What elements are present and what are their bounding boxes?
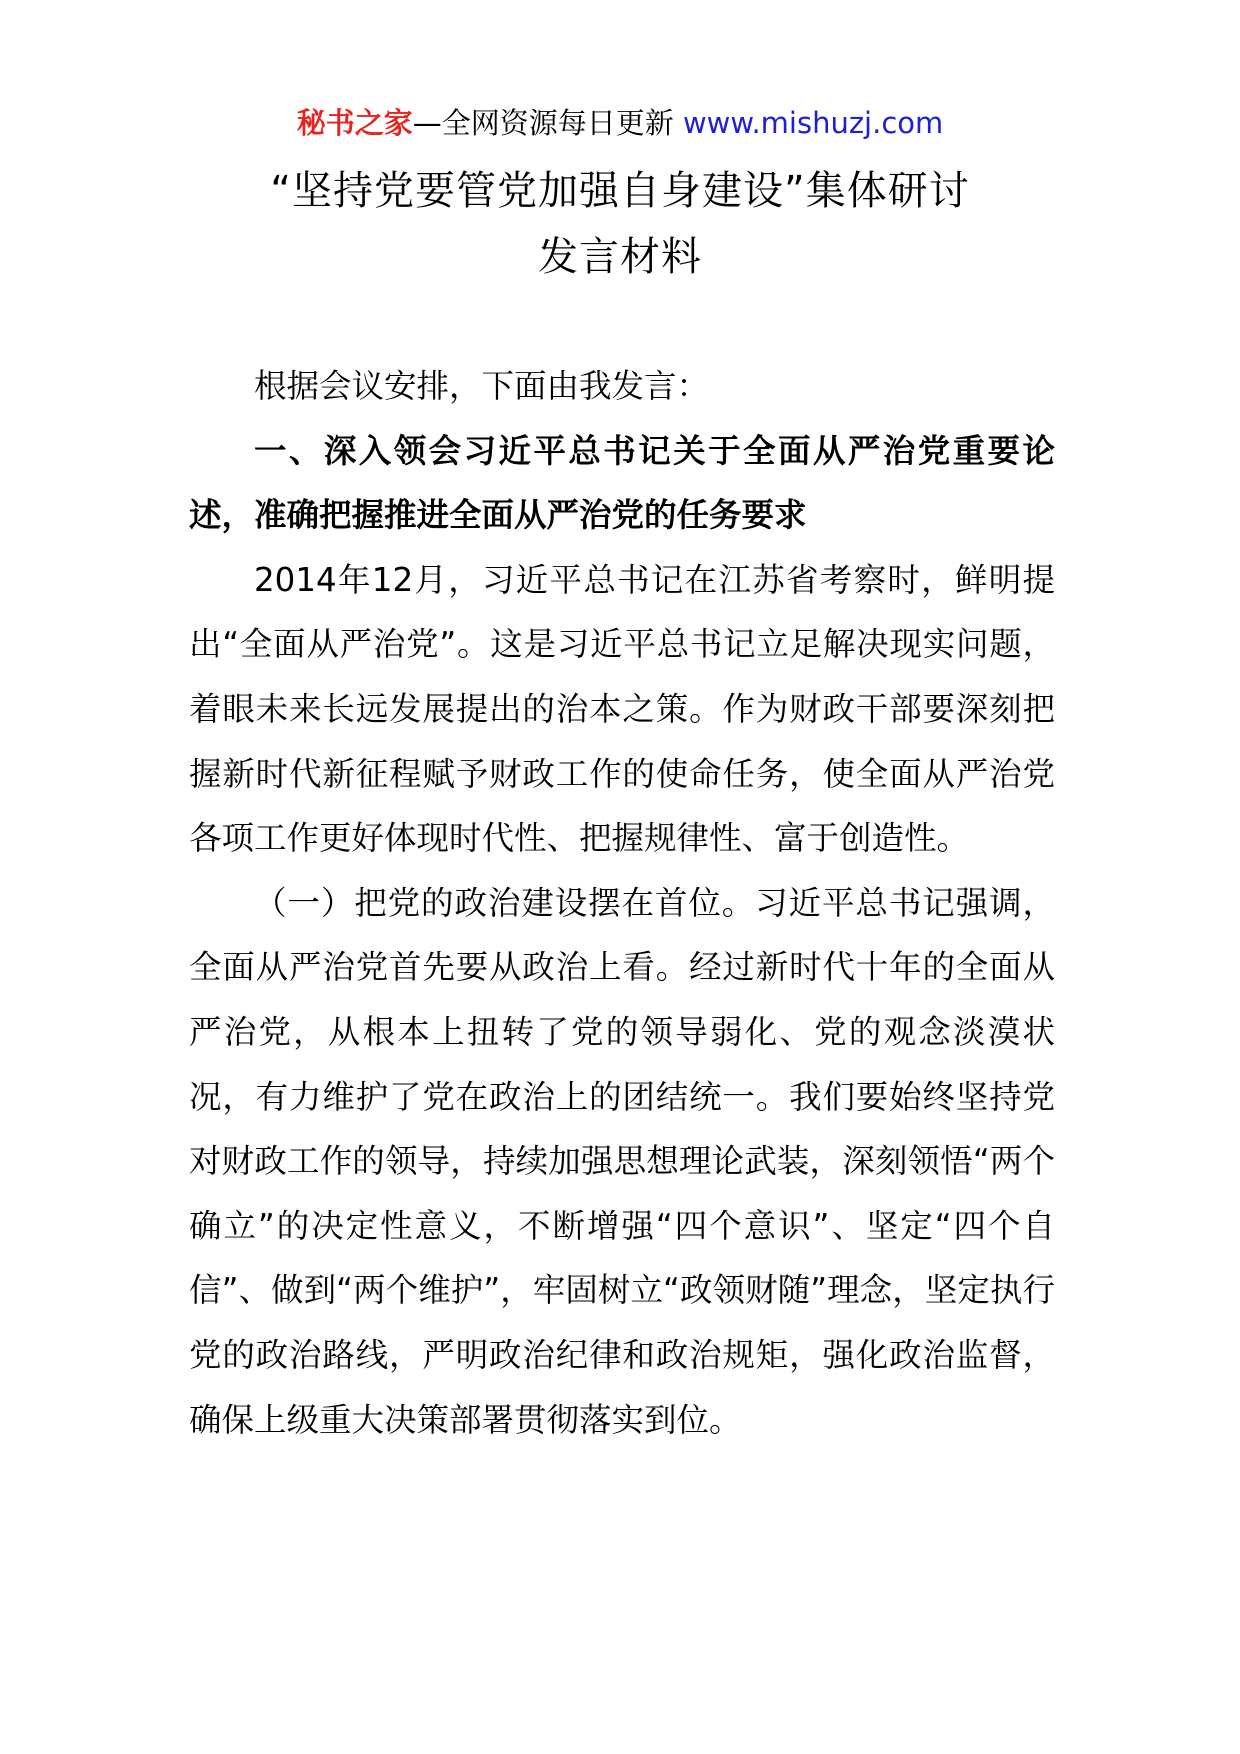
section-heading-1: 一、深入领会习近平总书记关于全面从严治党重要论述，准确把握推进全面从严治党的任务要求 (189, 431, 1055, 535)
document-body (189, 354, 1055, 1452)
site-header (0, 100, 1240, 146)
paragraph-2014: 2014年12月，习近平总书记在江苏省考察时，鲜明提出“全面从严治党”。这是习近平总书记立足解决现实问题，着眼未来长远发展提出的治本之策。作为财政干部要深刻把握新时代新征程赋予财政工作的使命任务，使全面从严治党各项工作更好体现时代性、把握规律性、富于创造性。 (189, 560, 1055, 858)
paragraph-political-building: （一）把党的政治建设摆在首位。习近平总书记强调，全面从严治党首先要从政治上看。经过新时代十年的全面从严治党，从根本上扭转了党的领导弱化、党的观念淡漠状况，有力维护了党在政治上的团结统一。我们要始终坚持党对财政工作的领导，持续加强思想理论武装，深刻领悟“两个确立”的决定性意义，不断增强“四个意识”、坚定“四个自信”、做到“两个维护”，牢固树立“政领财随”理念，坚定执行党的政治路线，严明政治纪律和政治规矩，强化政治监督，确保上级重大决策部署贯彻落实到位。 (189, 883, 1055, 1439)
document-title-line-2: 发言材料 (538, 234, 702, 280)
brand-name: 秘书之家 (296, 106, 413, 140)
header-tagline: —全网资源每日更新 (412, 106, 683, 140)
site-url-link[interactable]: www.mishuzj.com (682, 106, 944, 140)
paragraph-intro: 根据会议安排，下面由我发言： (254, 367, 710, 405)
document-title-line-1: “坚持党要管党加强自身建设”集体研讨 (270, 168, 970, 214)
